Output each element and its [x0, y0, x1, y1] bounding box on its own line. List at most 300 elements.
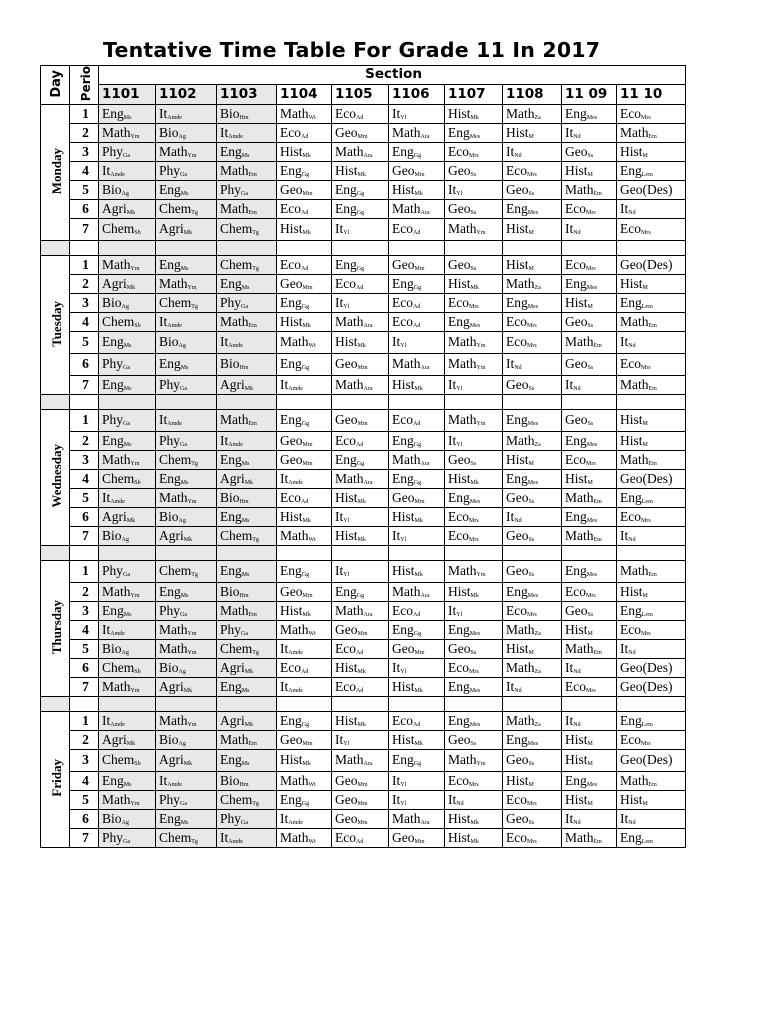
subject: Geo	[392, 829, 415, 845]
teacher-code: Ms	[180, 592, 189, 599]
subject: Geo	[280, 451, 303, 467]
teacher-code: Hm	[239, 781, 249, 788]
subject: Eng	[220, 752, 242, 768]
schedule-cell	[503, 658, 562, 677]
subject: Eng	[448, 489, 470, 505]
subject: Geo	[565, 313, 588, 329]
teacher-code: Mk	[183, 761, 193, 768]
teacher-code: Ga	[123, 838, 131, 845]
subject: It	[102, 162, 111, 178]
separator-cell	[445, 696, 503, 711]
subject: Bio	[159, 124, 179, 140]
schedule-cell	[277, 312, 332, 331]
subject: Agri	[220, 659, 245, 675]
teacher-code: Ym	[187, 152, 197, 159]
subject: Hist	[565, 731, 588, 747]
period-number: 4	[70, 771, 99, 790]
subject: Geo	[335, 356, 358, 372]
subject: Eng	[159, 583, 181, 599]
schedule-cell	[389, 255, 445, 274]
subject: It	[392, 334, 401, 350]
teacher-code: Mes	[527, 421, 539, 428]
subject: Geo(Des)	[620, 659, 673, 675]
schedule-cell	[332, 199, 389, 218]
schedule-cell	[617, 677, 686, 696]
period-number: 5	[70, 639, 99, 658]
teacher-code: Ad	[356, 838, 364, 845]
period-number: 4	[70, 620, 99, 639]
teacher-code: Mrs	[641, 740, 651, 747]
subject: Geo	[335, 621, 358, 637]
teacher-code: Ara	[420, 592, 430, 599]
teacher-code: Yl	[456, 441, 463, 448]
teacher-code: Mk	[126, 517, 136, 524]
day-label: Friday	[49, 759, 64, 797]
teacher-code: Lem	[641, 303, 653, 310]
subject: Phy	[159, 602, 181, 618]
schedule-cell	[503, 409, 562, 431]
teacher-code: Ym	[130, 800, 140, 807]
subject: Eng	[220, 678, 242, 694]
schedule-cell	[156, 620, 217, 639]
subject: Eng	[280, 712, 302, 728]
separator-cell	[277, 545, 332, 560]
teacher-code: Amde	[228, 838, 243, 845]
separator-cell	[70, 394, 99, 409]
subject: Geo(Des)	[620, 181, 673, 197]
teacher-code: Tg	[252, 800, 259, 807]
period-number: 5	[70, 331, 99, 353]
teacher-code: Yl	[400, 114, 407, 121]
schedule-cell	[617, 199, 686, 218]
teacher-code: Mes	[586, 441, 598, 448]
teacher-code: Ym	[476, 421, 486, 428]
schedule-cell	[277, 469, 332, 488]
teacher-code: Mk	[302, 761, 311, 768]
subject: Phy	[159, 791, 181, 807]
teacher-code: Ms	[123, 343, 132, 350]
teacher-code: Gg	[301, 171, 310, 178]
subject: Math	[159, 489, 188, 505]
schedule-cell	[562, 526, 617, 545]
subject: Phy	[102, 356, 124, 372]
schedule-cell	[277, 293, 332, 312]
day-separator-row	[41, 394, 686, 409]
schedule-cell	[277, 601, 332, 620]
teacher-code: Ms	[180, 819, 189, 826]
subject: Bio	[102, 640, 122, 656]
schedule-cell	[217, 560, 277, 582]
schedule-cell	[277, 450, 332, 469]
schedule-cell	[562, 639, 617, 658]
period-number: 4	[70, 312, 99, 331]
period-number: 4	[70, 161, 99, 180]
teacher-code: Ara	[363, 611, 373, 618]
subject: It	[448, 791, 457, 807]
schedule-cell	[389, 488, 445, 507]
table-row	[41, 601, 686, 620]
schedule-cell	[562, 293, 617, 312]
subject: Math	[565, 181, 594, 197]
subject: Hist	[565, 621, 588, 637]
subject: Geo	[335, 810, 358, 826]
subject: Eng	[280, 162, 302, 178]
schedule-cell	[445, 488, 503, 507]
subject: Eng	[220, 451, 242, 467]
teacher-code: Za	[534, 114, 541, 121]
subject: Geo	[506, 376, 529, 392]
teacher-code: Ms	[241, 687, 250, 694]
subject: Eco	[565, 256, 586, 272]
subject: Eng	[448, 124, 470, 140]
subject: Eng	[220, 563, 242, 579]
schedule-cell	[389, 353, 445, 375]
teacher-code: Mk	[414, 385, 423, 392]
teacher-code: Nd	[628, 209, 636, 216]
schedule-cell	[277, 677, 332, 696]
subject: Eco	[280, 124, 301, 140]
teacher-code: Mrs	[527, 800, 537, 807]
schedule-cell	[217, 658, 277, 677]
schedule-cell	[156, 375, 217, 394]
schedule-cell	[99, 450, 156, 469]
teacher-code: Ga	[180, 800, 188, 807]
day-header-label: Day	[49, 69, 64, 98]
teacher-code: Mm	[357, 819, 368, 826]
teacher-code: Ss	[470, 649, 477, 656]
schedule-cell	[156, 560, 217, 582]
separator-cell	[617, 240, 686, 255]
separator-cell	[70, 545, 99, 560]
separator-cell	[41, 545, 70, 560]
schedule-cell	[217, 331, 277, 353]
teacher-code: Ag	[121, 536, 129, 543]
subject: Math	[565, 334, 594, 350]
schedule-cell	[445, 582, 503, 601]
subject: Hist	[280, 508, 303, 524]
subject: Chem	[102, 221, 135, 237]
schedule-cell	[445, 711, 503, 730]
schedule-cell	[156, 409, 217, 431]
subject: Phy	[102, 143, 124, 159]
subject: Geo	[506, 181, 529, 197]
teacher-code: Mk	[244, 721, 254, 728]
subject: Math	[620, 772, 649, 788]
timetable	[40, 65, 686, 848]
teacher-code: Ara	[363, 479, 373, 486]
subject: It	[620, 527, 629, 543]
schedule-cell	[99, 375, 156, 394]
teacher-code: Mrs	[469, 517, 479, 524]
schedule-cell	[389, 469, 445, 488]
schedule-cell	[445, 180, 503, 199]
subject: Eng	[102, 432, 124, 448]
teacher-code: M	[528, 781, 534, 788]
schedule-cell	[217, 255, 277, 274]
schedule-cell	[156, 199, 217, 218]
teacher-code: Ag	[121, 190, 129, 197]
separator-cell	[156, 394, 217, 409]
schedule-cell	[503, 809, 562, 828]
day-label: Thursday	[49, 599, 64, 655]
schedule-cell	[562, 375, 617, 394]
teacher-code: M	[642, 441, 648, 448]
schedule-cell	[503, 488, 562, 507]
subject: Geo	[392, 256, 415, 272]
subject: Eco	[448, 294, 469, 310]
schedule-cell	[99, 507, 156, 526]
teacher-code: Tg	[252, 265, 259, 272]
subject: Eco	[620, 731, 641, 747]
subject: Agri	[102, 731, 127, 747]
period-number: 3	[70, 601, 99, 620]
table-row	[41, 809, 686, 828]
schedule-cell	[156, 274, 217, 293]
schedule-cell	[445, 677, 503, 696]
schedule-cell	[389, 639, 445, 658]
subject: Chem	[220, 791, 253, 807]
subject: Eco	[280, 256, 301, 272]
teacher-code: Mk	[357, 498, 366, 505]
table-row	[41, 123, 686, 142]
schedule-cell	[617, 293, 686, 312]
period-number: 7	[70, 677, 99, 696]
schedule-cell	[445, 255, 503, 274]
teacher-code: Tg	[191, 838, 198, 845]
teacher-code: Mrs	[641, 114, 651, 121]
schedule-cell	[503, 526, 562, 545]
teacher-code: Ms	[123, 611, 132, 618]
subject: Geo	[448, 731, 471, 747]
teacher-code: Amde	[110, 630, 125, 637]
subject: Eng	[506, 412, 528, 428]
teacher-code: Ss	[587, 152, 594, 159]
schedule-cell	[445, 469, 503, 488]
section-header-cell: 1106	[389, 85, 445, 104]
schedule-cell	[389, 790, 445, 809]
teacher-code: Nd	[573, 721, 581, 728]
subject: It	[565, 659, 574, 675]
subject: Geo	[565, 602, 588, 618]
subject: Math	[565, 829, 594, 845]
subject: Geo	[392, 489, 415, 505]
subject: Eng	[335, 256, 357, 272]
subject: It	[159, 313, 168, 329]
section-header-cell: 11 09	[562, 85, 617, 104]
subject: Hist	[448, 105, 471, 121]
day-label: Wednesday	[49, 444, 64, 508]
teacher-code: Ms	[123, 781, 132, 788]
period-number: 2	[70, 730, 99, 749]
subject: Chem	[102, 752, 135, 768]
separator-cell	[41, 394, 70, 409]
subject: Chem	[220, 256, 253, 272]
subject: Eco	[335, 275, 356, 291]
subject: Eng	[392, 432, 414, 448]
schedule-cell	[389, 560, 445, 582]
schedule-cell	[503, 582, 562, 601]
subject: Math	[448, 752, 477, 768]
teacher-code: Ga	[123, 365, 131, 372]
schedule-cell	[562, 582, 617, 601]
schedule-cell	[445, 620, 503, 639]
teacher-code: Hm	[239, 114, 249, 121]
schedule-cell	[217, 809, 277, 828]
schedule-cell	[562, 730, 617, 749]
separator-cell	[217, 545, 277, 560]
subject: Math	[280, 105, 309, 121]
teacher-code: Mrs	[527, 322, 537, 329]
teacher-code: Mes	[527, 592, 539, 599]
subject: Bio	[220, 356, 240, 372]
subject: Math	[159, 640, 188, 656]
section-header-cell: 1101	[99, 85, 156, 104]
schedule-cell	[617, 450, 686, 469]
teacher-code: Ara	[363, 152, 373, 159]
teacher-code: Nd	[456, 800, 464, 807]
subject: Eng	[335, 181, 357, 197]
teacher-code: Em	[648, 781, 657, 788]
teacher-code: Mk	[126, 209, 136, 216]
separator-cell	[70, 240, 99, 255]
subject: Geo	[448, 640, 471, 656]
schedule-cell	[503, 123, 562, 142]
subject: Bio	[102, 527, 122, 543]
schedule-cell	[445, 331, 503, 353]
teacher-code: Ms	[241, 460, 250, 467]
subject: Hist	[280, 602, 303, 618]
teacher-code: Gg	[301, 572, 310, 579]
teacher-code: Ad	[356, 114, 364, 121]
subject: Eng	[506, 470, 528, 486]
teacher-code: Amde	[110, 721, 125, 728]
schedule-cell	[277, 749, 332, 771]
schedule-cell	[156, 469, 217, 488]
schedule-cell	[445, 293, 503, 312]
subject: Hist	[620, 143, 643, 159]
subject: Geo	[335, 412, 358, 428]
schedule-cell	[503, 293, 562, 312]
schedule-cell	[156, 790, 217, 809]
subject: Hist	[280, 752, 303, 768]
section-header-cell: 1107	[445, 85, 503, 104]
schedule-cell	[156, 582, 217, 601]
separator-cell	[617, 696, 686, 711]
subject: Math	[448, 356, 477, 372]
teacher-code: M	[642, 421, 648, 428]
teacher-code: Mm	[357, 781, 368, 788]
teacher-code: Nd	[514, 152, 522, 159]
teacher-code: M	[528, 133, 534, 140]
teacher-code: Nd	[628, 343, 636, 350]
subject: Eng	[280, 356, 302, 372]
schedule-cell	[617, 142, 686, 161]
teacher-code: Em	[648, 133, 657, 140]
schedule-cell	[277, 255, 332, 274]
schedule-cell	[389, 274, 445, 293]
schedule-cell	[503, 507, 562, 526]
teacher-code: Gg	[356, 592, 365, 599]
teacher-code: Mk	[414, 687, 423, 694]
subject: Bio	[220, 583, 240, 599]
schedule-cell	[99, 255, 156, 274]
teacher-code: Wt	[308, 781, 316, 788]
teacher-code: Gg	[413, 284, 422, 291]
teacher-code: Amde	[167, 322, 182, 329]
teacher-code: Ms	[180, 265, 189, 272]
subject: Eco	[280, 200, 301, 216]
schedule-cell	[99, 639, 156, 658]
teacher-code: Mrs	[527, 343, 537, 350]
schedule-cell	[389, 431, 445, 450]
schedule-cell	[389, 507, 445, 526]
teacher-code: M	[587, 479, 593, 486]
schedule-cell	[99, 677, 156, 696]
teacher-code: Mk	[126, 284, 136, 291]
subject: Math	[220, 412, 249, 428]
subject: Phy	[102, 829, 124, 845]
schedule-cell	[389, 293, 445, 312]
teacher-code: M	[528, 230, 534, 237]
subject: Math	[392, 124, 421, 140]
teacher-code: Gg	[301, 365, 310, 372]
schedule-cell	[562, 409, 617, 431]
separator-cell	[99, 240, 156, 255]
subject: It	[280, 810, 289, 826]
day-separator-row	[41, 240, 686, 255]
subject: Eng	[159, 356, 181, 372]
subject: Eng	[159, 470, 181, 486]
subject: Math	[102, 583, 131, 599]
schedule-cell	[277, 431, 332, 450]
subject: Eng	[506, 294, 528, 310]
teacher-code: Nd	[573, 668, 581, 675]
schedule-cell	[617, 431, 686, 450]
subject: Chem	[220, 221, 253, 237]
subject: Eng	[102, 602, 124, 618]
schedule-cell	[332, 526, 389, 545]
schedule-cell	[217, 409, 277, 431]
teacher-code: Mrs	[527, 171, 537, 178]
subject: Math	[506, 621, 535, 637]
schedule-cell	[156, 450, 217, 469]
schedule-cell	[99, 790, 156, 809]
teacher-code: Em	[248, 611, 257, 618]
schedule-cell	[99, 620, 156, 639]
schedule-cell	[445, 771, 503, 790]
subject: Hist	[506, 256, 529, 272]
subject: Math	[620, 563, 649, 579]
table-row	[41, 771, 686, 790]
teacher-code: Amde	[228, 343, 243, 350]
schedule-cell	[445, 375, 503, 394]
teacher-code: Amde	[288, 687, 303, 694]
schedule-cell	[445, 790, 503, 809]
subject: Eng	[448, 678, 470, 694]
subject: Bio	[159, 731, 179, 747]
schedule-cell	[217, 104, 277, 123]
subject: Phy	[102, 412, 124, 428]
teacher-code: Ss	[587, 611, 594, 618]
subject: Chem	[159, 200, 192, 216]
teacher-code: M	[642, 800, 648, 807]
table-row	[41, 180, 686, 199]
teacher-code: Mes	[469, 498, 481, 505]
section-header-cell: 1108	[503, 85, 562, 104]
schedule-cell	[277, 409, 332, 431]
teacher-code: Ag	[121, 303, 129, 310]
schedule-cell	[332, 255, 389, 274]
